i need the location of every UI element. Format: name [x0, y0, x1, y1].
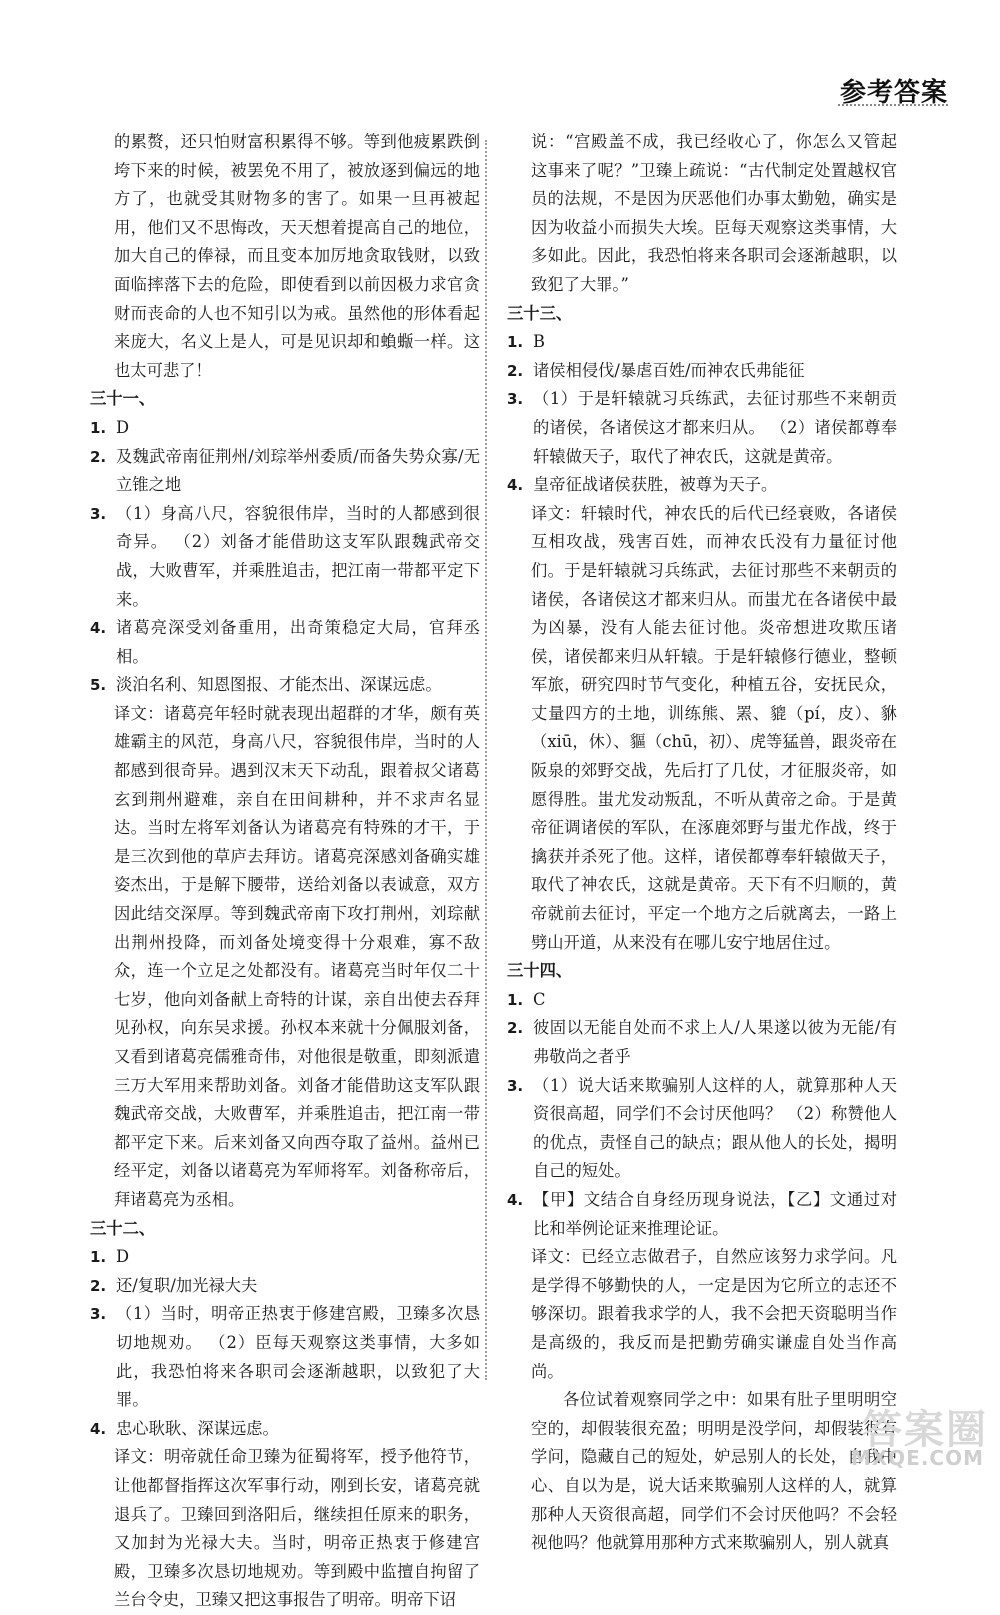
title-underline — [838, 104, 948, 106]
translation-paragraph: 译文：诸葛亮年轻时就表现出超群的才华，颇有英雄霸主的风范，身高八尺，容貌很伟岸，当时的人都感到很奇异。遇到汉末天下动乱，跟着叔父诸葛玄到荆州避难，亲自在田间耕种，并不求声名显达。当时左将军刘备认为诸葛亮有特殊的才干，于是三次到他的草庐去拜访。诸葛亮深感刘备确实雄姿杰出，于是解下腰带，送给刘备以表诚意，双方因此结交深厚。等到魏武帝南下攻打荆州，刘琮献出荆州投降，而刘备处境变得十分艰难，寡不敌众，连一个立足之处都没有。诸葛亮当时年仅二十七岁，他向刘备献上奇特的计谋，亲自出使去吞拜见孙权，向东吴求援。孙权本来就十分佩服刘备，又看到诸葛亮儒雅奇伟，对他很是敬重，即刻派遣三万大军用来帮助刘备。刘备才能借助这支军队跟魏武帝交战，大败曹军，并乘胜追击，把江南一带都平定下来。后来刘备又向西夺取了益州。益州已经平定，刘备以诸葛亮为军师将军。刘备称帝后，拜诸葛亮为丞相。 — [114, 703, 480, 1209]
question-item — [90, 1415, 480, 1444]
section-heading: 三十一、 — [90, 389, 156, 409]
question-number: 2. — [507, 1019, 524, 1038]
section-heading: 三十四、 — [507, 961, 573, 981]
question-item — [90, 500, 480, 614]
site-watermark — [848, 1398, 988, 1472]
question-item — [90, 414, 480, 443]
page-title: 参考答案 — [839, 78, 948, 108]
question-item — [90, 671, 480, 700]
question-number: 4. — [507, 1190, 524, 1209]
question-item — [507, 1072, 897, 1186]
question-item — [507, 986, 897, 1015]
answer-text: （1）说大话来欺骗别人这样的人，就算那种人天资很高超，同学们不会讨厌他吗？ （2）称赞他人的优点，责怪自己的缺点；跟从他人的长处，揭明自己的短处。 — [533, 1075, 897, 1181]
watermark-domain: MXQE.COM — [850, 1446, 984, 1470]
answer-text: （1）于是轩辕就习兵练武，去征讨那些不来朝贡的诸侯，各诸侯这才都来归从。 （2）诸侯都尊奉轩辕做天子，取代了神农氏，这就是黄帝。 — [533, 389, 897, 466]
question-item — [90, 1272, 480, 1301]
question-number: 3. — [507, 1076, 524, 1095]
question-number: 1. — [90, 1248, 107, 1267]
answer-text: 及魏武帝南征荆州/刘琮举州委质/而备失势众寡/无立锥之地 — [116, 446, 480, 495]
question-item — [507, 357, 897, 386]
translation-paragraph: 译文：轩辕时代，神农氏的后代已经衰败，各诸侯互相攻战，残害百姓，而神农氏没有力量征讨他们。于是轩辕就习兵练武，去征讨那些不来朝贡的诸侯，各诸侯这才都来归从。而蚩尤在各诸侯中最为凶暴，没有人能去征讨他。炎帝想进攻欺压诸侯，诸侯都来归从轩辕。于是轩辕修行德业，整顿军旅，研究四时节气变化，种植五谷，安抚民众，丈量四方的土地，训练熊、罴、貔（pí，皮）、貅（xiū，休）、貙（chū，初）、虎等猛兽，跟炎帝在阪泉的郊野交战，先后打了几仗，才征服炎帝，如愿得胜。蚩尤发动叛乱，不听从黄帝之命。于是黄帝征调诸侯的军队，在涿鹿郊野与蚩尤作战，终于擒获并杀死了他。这样，诸侯都尊奉轩辕做天子，取代了神农氏，这就是黄帝。天下有不归顺的，黄帝就前去征讨，平定一个地方之后就离去，一路上劈山开道，从来没有在哪儿安宁地居住过。 — [531, 503, 897, 952]
answer-text: 【甲】文结合自身经历现身说法，【乙】文通过对比和举例论证来推理论证。 — [533, 1189, 897, 1238]
question-number: 1. — [507, 990, 524, 1009]
question-number: 3. — [507, 390, 524, 409]
question-number: 3. — [90, 504, 107, 523]
question-item — [90, 614, 480, 671]
page-header — [0, 0, 1000, 120]
answer-text: C — [533, 989, 546, 1009]
question-item — [90, 1300, 480, 1414]
question-number: 1. — [507, 333, 524, 352]
question-number: 3. — [90, 1305, 107, 1324]
question-number: 5. — [90, 676, 107, 695]
answer-text: 淡泊名利、知恩图报、才能杰出、深谋远虑。 — [116, 675, 442, 695]
section-heading: 三十三、 — [507, 303, 573, 323]
continued-translation: 的累赘，还只怕财富积累得不够。等到他疲累跌倒垮下来的时候，被罢免不用了，被放逐到偏远的地方了，也就受其财物多的害了。如果一旦再被起用，他们又不思悔改，天天想着提高自己的地位，加大自己的俸禄，而且变本加厉地贪取钱财，以致面临摔落下去的危险，即使看到以前因极力求官贪财而丧命的人也不知引以为戒。虽然他的形体看起来庞大，名义上是人，可是见识却和蝜蝂一样。这也太可悲了！ — [114, 132, 480, 380]
question-number: 2. — [90, 1276, 107, 1295]
answer-text: 诸侯相侵伐/暴虐百姓/而神农氏弗能征 — [533, 360, 805, 380]
question-number: 4. — [90, 1419, 107, 1438]
question-item — [507, 385, 897, 471]
answer-text: D — [116, 1247, 130, 1267]
answer-text: 诸葛亮深受刘备重用，出奇策稳定大局，官拜丞相。 — [116, 618, 480, 666]
answer-text: （1）当时，明帝正热衷于修建宫殿，卫臻多次恳切地规劝。 （2）臣每天观察这类事情，大多如此，我恐怕将来各职司会逐渐越职，以致犯了大罪。 — [116, 1304, 480, 1410]
question-item — [90, 1243, 480, 1272]
answer-text: D — [116, 417, 130, 437]
answer-text: （1）身高八尺，容貌很伟岸，当时的人都感到很奇异。 （2）刘备才能借助这支军队跟魏武帝交战，大败曹军，并乘胜追击，把江南一带都平定下来。 — [116, 503, 480, 609]
answer-text: 忠心耿耿、深谋远虑。 — [116, 1418, 279, 1438]
watermark-logo-text: 答案圈 — [862, 1407, 988, 1453]
answer-text: 皇帝征战诸侯获胜，被尊为天子。 — [533, 475, 778, 495]
question-number: 4. — [90, 619, 107, 638]
translation-paragraph: 译文：明帝就任命卫臻为征蜀将军，授予他符节，让他都督指挥这次军事行动，刚到长安，诸葛亮就退兵了。卫臻回到洛阳后，继续担任原来的职务，又加封为光禄大夫。当时，明帝正热衷于修建宫殿，卫臻多次恳切地规劝。等到殿中监擅自拘留了兰台令史，卫臻又把这事报告了明帝。明帝下诏 — [114, 1447, 480, 1610]
answer-text: 彼固以无能自处而不求上人/人果遂以彼为无能/有弗敬尚之者乎 — [533, 1018, 897, 1066]
translation-paragraph: 各位试着观察同学之中：如果有肚子里明明空空的，却假装很充盈；明明是没学问，却假装很有学问，隐藏自己的短处，妒忌别人的长处，自我中心、自以为是，说大话来欺骗别人这样的人，就算那种人天资很高超，同学们不会讨厌他吗？不会轻视他吗？他就算用那种方式来欺骗别人，别人就真 — [531, 1390, 897, 1553]
left-column — [90, 128, 480, 1615]
question-number: 2. — [507, 361, 524, 380]
question-number: 2. — [90, 447, 107, 466]
column-divider — [485, 140, 487, 1380]
question-number: 4. — [507, 476, 524, 495]
question-number: 1. — [90, 418, 107, 437]
question-item — [90, 443, 480, 500]
right-column — [507, 128, 897, 1558]
question-item — [507, 1014, 897, 1071]
answer-text: B — [533, 332, 545, 352]
question-item — [507, 328, 897, 357]
translation-paragraph: 译文：已经立志做君子，自然应该努力求学问。凡是学得不够勤快的人，一定是因为它所立的志还不够深切。跟着我求学的人，我不会把天资聪明当作是高级的，我反而是把勤劳确实谦虚自处当作高尚。 — [531, 1247, 897, 1381]
question-item — [507, 1186, 897, 1243]
question-item — [507, 471, 897, 500]
continued-translation: 说：“宫殿盖不成，我已经收心了，你怎么又管起这事来了呢？”卫臻上疏说：“古代制定处置越权官员的法规，不是因为厌恶他们办事太勤勉，确实是因为收益小而损失大埃。臣每天观察这类事情，大多如此。因此，我恐怕将来各职司会逐渐越职，以致犯了大罪。” — [531, 132, 897, 294]
section-heading: 三十二、 — [90, 1218, 156, 1238]
answer-text: 还/复职/加光禄大夫 — [116, 1275, 258, 1295]
